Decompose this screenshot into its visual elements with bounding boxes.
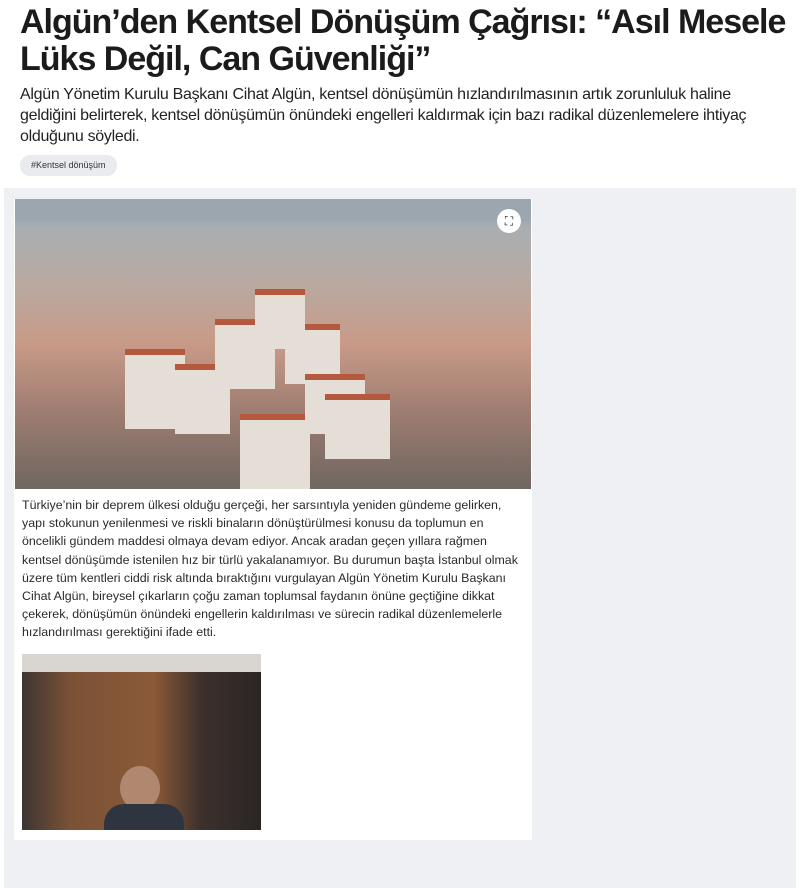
- tag-kentsel-donusum[interactable]: #Kentsel dönüşüm: [20, 155, 117, 176]
- article-body-paragraph: Türkiye’nin bir deprem ülkesi olduğu gerçeği, her sarsıntıyla yeniden gündeme gelirken, yapı stokunun yenilenmesi ve riskli binaların dönüştürülmesi konusu da toplumun en öncelikli gündem maddesi olmaya devam ediyor. Ancak aradan geçen yıllara rağmen kentsel dönüşümde istenilen hız bir türlü yakalanamıyor. Bu durumun başta İstanbul olmak üzere tüm kentleri ciddi risk altında bıraktığını vurgulayan Algün Yönetim Kurulu Başkanı Cihat Algün, bireysel çıkarların çoğu zaman toplumsal faydanın önüne geçtiğine dikkat çekerek, dönüşümün önündeki engellerin kaldırılması ve sürecin radikal düzenlemelerle hızlandırılması gerektiğini ifade etti.: [22, 498, 518, 640]
- expand-image-button[interactable]: ⛶: [497, 209, 521, 233]
- article-title: Algün’den Kentsel Dönüşüm Çağrısı: “Asıl Mesele Lüks Değil, Can Güvenliği”: [20, 3, 786, 78]
- person-suit: [104, 804, 184, 830]
- sky: [15, 199, 531, 221]
- portrait-photo: [22, 654, 261, 830]
- article-summary: Algün Yönetim Kurulu Başkanı Cihat Algün, kentsel dönüşümün hızlandırılmasının artık zorunluluk haline geldiğini belirterek, kentsel dönüşümün önündeki engelleri kaldırmak için bazı radikal düzenlemelere ihtiyaç olduğunu söyledi.: [20, 86, 747, 145]
- article-header: [0, 0, 800, 188]
- building: [255, 289, 305, 349]
- building: [325, 394, 390, 459]
- ceiling: [22, 654, 261, 672]
- hero-image-city-aerial: [15, 199, 531, 489]
- content-area: [4, 188, 796, 888]
- building: [240, 414, 310, 489]
- article-card: [14, 199, 532, 840]
